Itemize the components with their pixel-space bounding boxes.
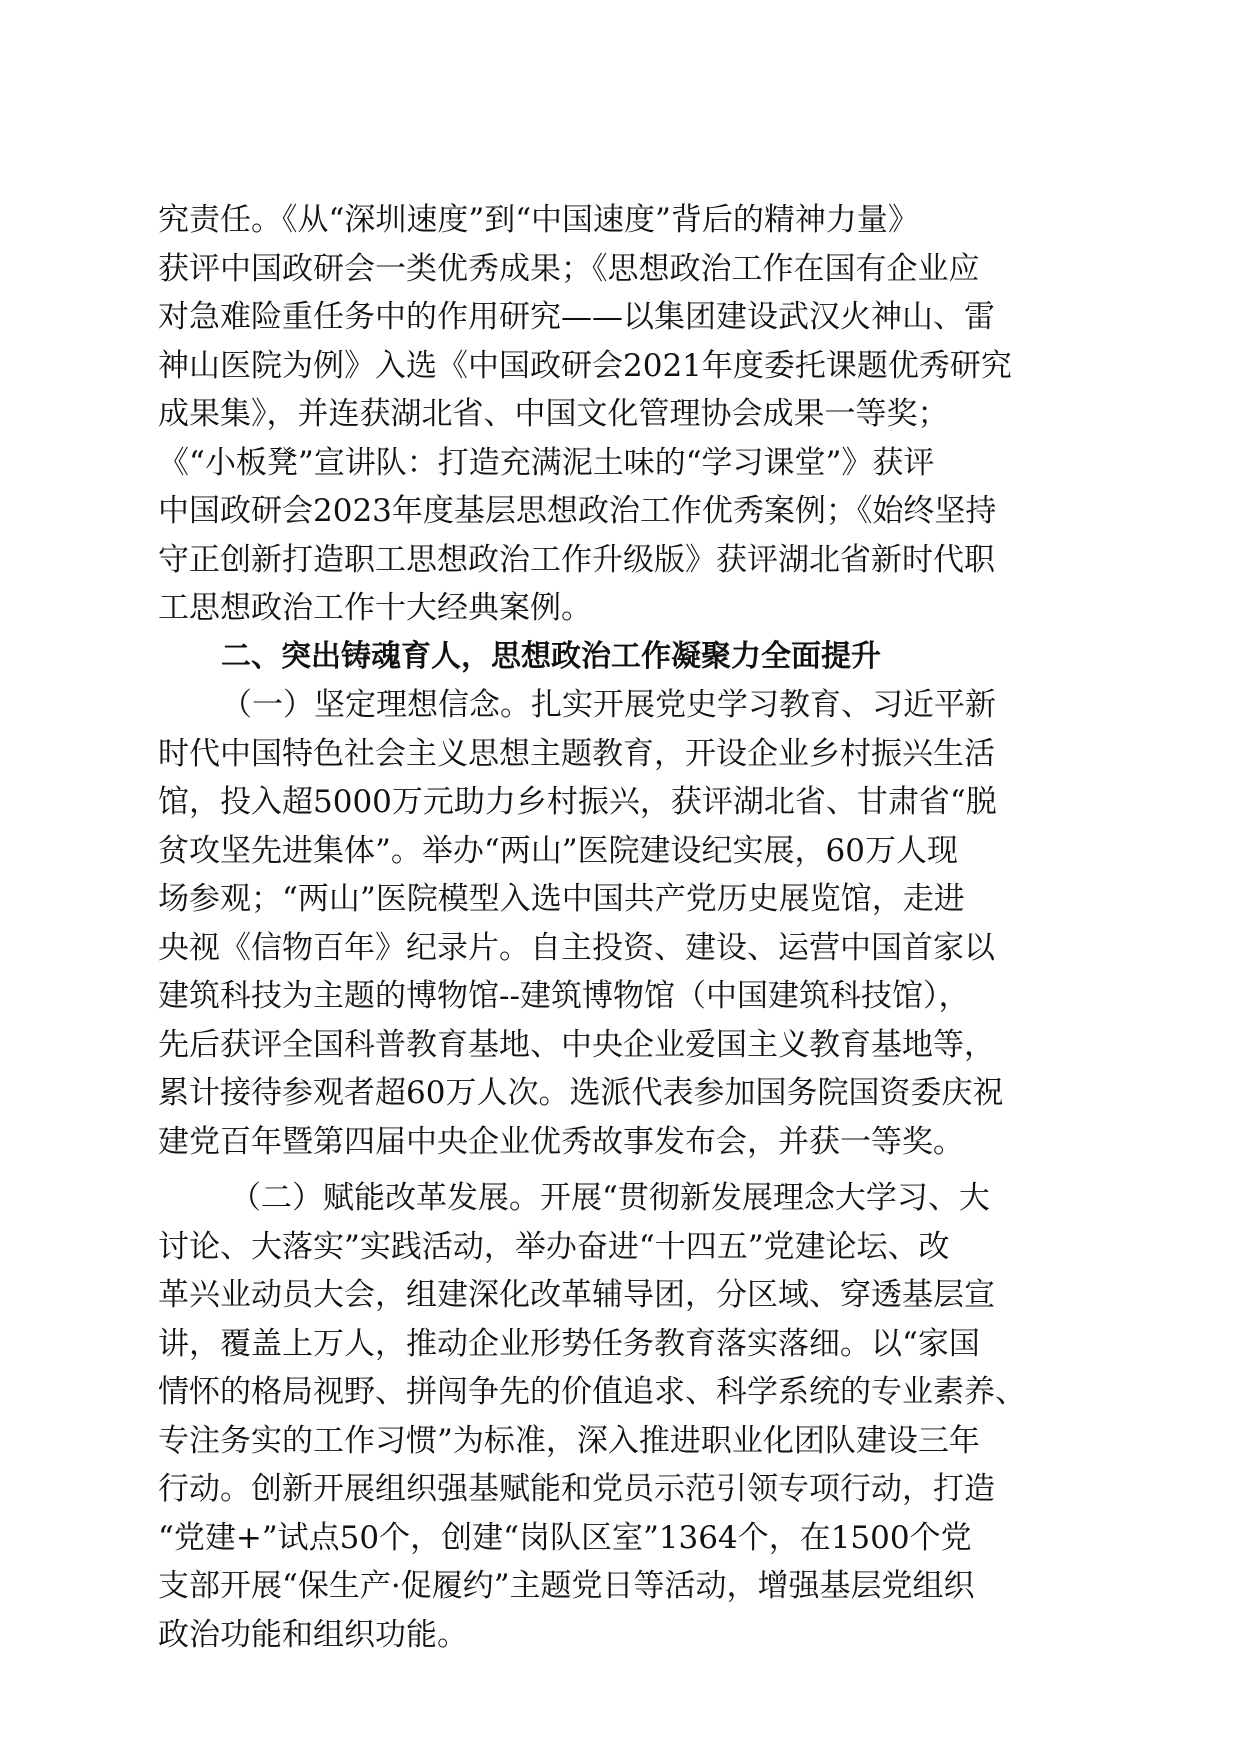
text-line: 政治功能和组织功能。 (158, 1616, 468, 1653)
text-line: 讲，覆盖上万人，推动企业形势任务教育落实落细。以“家国 (158, 1325, 980, 1362)
text-line: 馆，投入超5000万元助力乡村振兴，获评湖北省、甘肃省“脱 (158, 784, 997, 820)
text-line: 工思想政治工作十大经典案例。 (158, 590, 592, 626)
text-line: 对急难险重任务中的作用研究——以集团建设武汉火神山、雷 (158, 299, 995, 335)
text-line: 中国政研会2023年度基层思想政治工作优秀案例；《始终坚持 (158, 493, 997, 529)
text-line: 获评中国政研会一类优秀成果；《思想政治工作在国有企业应 (158, 250, 980, 287)
text-line: 支部开展“保生产·促履约”主题党日等活动，增强基层党组织 (158, 1568, 975, 1604)
text-line: 贫攻坚先进集体”。举办“两山”医院建设纪实展，60万人现 (158, 832, 958, 869)
text-line: “党建+”试点50个，创建“岗队区室”1364个，在1500个党 (158, 1519, 972, 1556)
text-line: 行动。创新开展组织强基赋能和党员示范引领专项行动，打造 (158, 1471, 995, 1507)
text-line: 建党百年暨第四届中央企业优秀故事发布会，并获一等奖。 (158, 1123, 964, 1160)
text-line: 累计接待参观者超60万人次。选派代表参加国务院国资委庆祝 (158, 1075, 1004, 1111)
text-line: 场参观；“两山”医院模型入选中国共产党历史展览馆，走进 (158, 881, 965, 917)
text-line: 守正创新打造职工思想政治工作升级版》获评湖北省新时代职 (158, 541, 995, 578)
section-heading: 二、突出铸魂育人，思想政治工作凝聚力全面提升 (221, 638, 881, 674)
text-line: 讨论、大落实”实践活动，举办奋进“十四五”党建论坛、改 (158, 1228, 950, 1265)
text-line: （一）坚定理想信念。扎实开展党史学习教育、习近平新 (221, 687, 996, 723)
text-line: 时代中国特色社会主义思想主题教育，开设企业乡村振兴生活 (158, 735, 995, 772)
text-line: 先后获评全国科普教育基地、中央企业爱国主义教育基地等， (158, 1026, 995, 1063)
document-body (158, 196, 1090, 1659)
text-line: 央视《信物百年》纪录片。自主投资、建设、运营中国首家以 (158, 929, 995, 966)
text-line: 情怀的格局视野、拼闯争先的价值追求、科学系统的专业素养、 (158, 1374, 1026, 1410)
text-line: 《“小板凳”宣讲队：打造充满泥土味的“学习课堂”》获评 (158, 444, 935, 481)
text-line: 专注务实的工作习惯”为标准，深入推进职业化团队建设三年 (158, 1422, 980, 1459)
text-line: 究责任。《从“深圳速度”到“中国速度”背后的精神力量》 (158, 202, 919, 238)
text-line: 神山医院为例》入选《中国政研会2021年度委托课题优秀研究 (158, 347, 1012, 384)
text-line: 革兴业动员大会，组建深化改革辅导团，分区域、穿透基层宣 (158, 1277, 995, 1313)
text-line: （二）赋能改革发展。开展“贯彻新发展理念大学习、大 (230, 1180, 990, 1216)
text-line: 成果集》，并连获湖北省、中国文化管理协会成果一等奖； (158, 396, 949, 432)
text-line: 建筑科技为主题的博物馆--建筑博物馆（中国建筑科技馆）， (158, 978, 970, 1014)
